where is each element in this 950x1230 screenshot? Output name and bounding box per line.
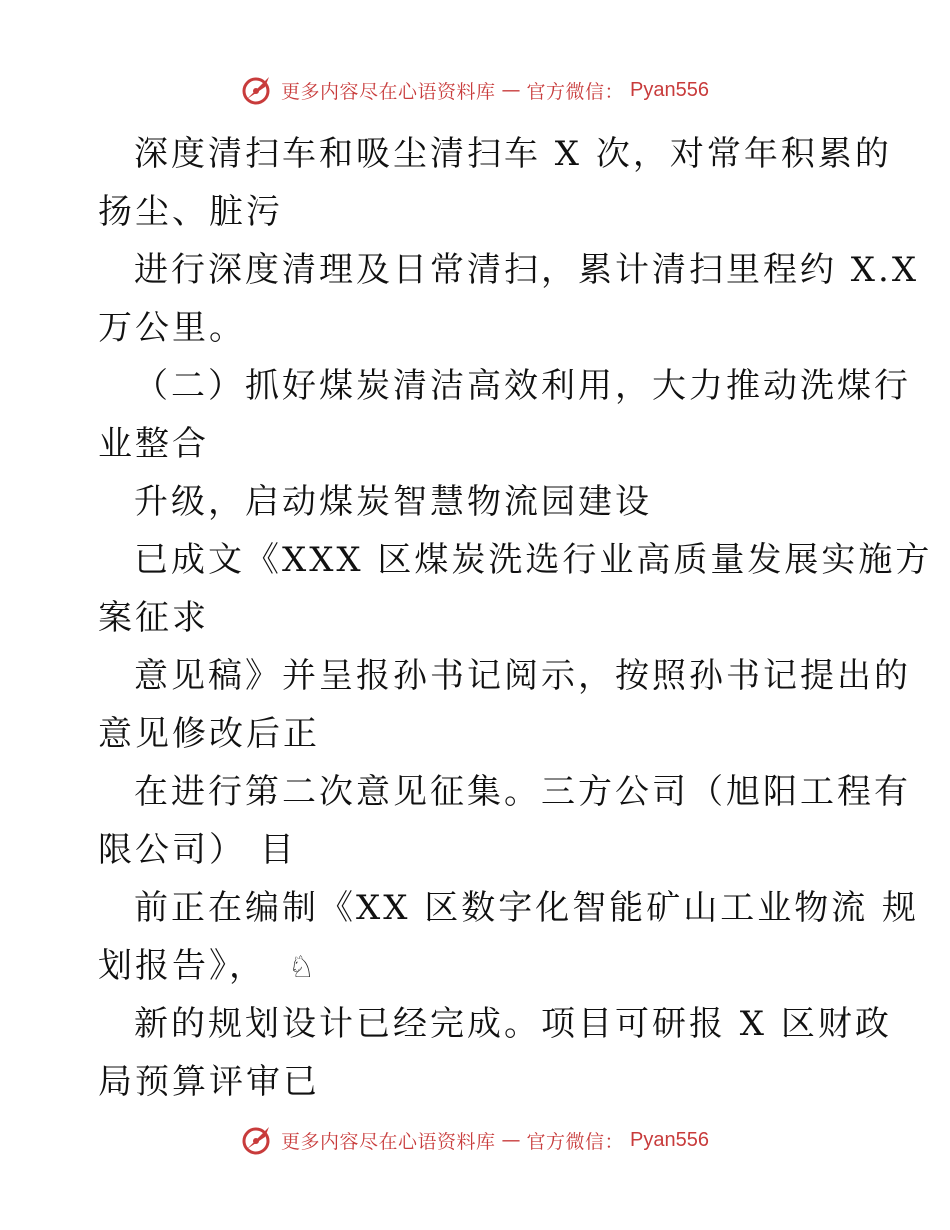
watermark-official: 官方微信： bbox=[526, 1130, 625, 1153]
document-body bbox=[98, 125, 933, 1111]
text-line-with-icon bbox=[98, 937, 858, 995]
watermark-handle: Pyan556 bbox=[630, 78, 709, 101]
watermark-brand: 更多内容尽在心语资料库 bbox=[281, 1130, 496, 1153]
text-line: 扬尘、脏污 bbox=[98, 192, 283, 232]
watermark-handle: Pyan556 bbox=[630, 1128, 709, 1151]
text-line: 已成文《XXX 区煤炭洗选行业高质量发展实施方 bbox=[134, 540, 933, 580]
text-line: 前正在编制《XX 区数字化智能矿山工业物流 规 bbox=[134, 888, 920, 928]
text-line: 升级，启动煤炭智慧物流园建设 bbox=[134, 482, 652, 522]
chess-knight-icon: ♘ bbox=[288, 950, 318, 985]
text-line: 深度清扫车和吸尘清扫车 X 次，对常年积累的 bbox=[134, 134, 892, 174]
watermark-separator: — bbox=[501, 79, 521, 101]
watermark-brand: 更多内容尽在心语资料库 bbox=[281, 80, 496, 103]
watermark-official: 官方微信： bbox=[526, 80, 625, 103]
feather-circle-logo-icon bbox=[241, 73, 275, 107]
text-line: 意见稿》并呈报孙书记阅示，按照孙书记提出的 bbox=[134, 656, 911, 696]
text-line: 进行深度清理及日常清扫，累计清扫里程约 X.X bbox=[134, 250, 920, 290]
text-line: 案征求 bbox=[98, 598, 209, 638]
text-line: 意见修改后正 bbox=[98, 714, 320, 754]
feather-circle-logo-icon bbox=[241, 1123, 275, 1157]
text-line: 局预算评审已 bbox=[98, 1062, 320, 1102]
text-line: 万公里。 bbox=[98, 308, 246, 348]
section-heading-line: 业整合 bbox=[98, 424, 209, 464]
text-line: 新的规划设计已经完成。项目可研报 X 区财政 bbox=[134, 1004, 892, 1044]
header-watermark bbox=[0, 70, 950, 110]
text-line: 限公司） 目 bbox=[98, 830, 297, 870]
section-heading-line: （二）抓好煤炭清洁高效利用，大力推动洗煤行 bbox=[134, 366, 911, 406]
text-line: 在进行第二次意见征集。三方公司（旭阳工程有 bbox=[134, 772, 911, 812]
watermark-separator: — bbox=[501, 1129, 521, 1151]
footer-watermark bbox=[0, 1120, 950, 1160]
text-line: 划报告》， bbox=[98, 946, 266, 986]
